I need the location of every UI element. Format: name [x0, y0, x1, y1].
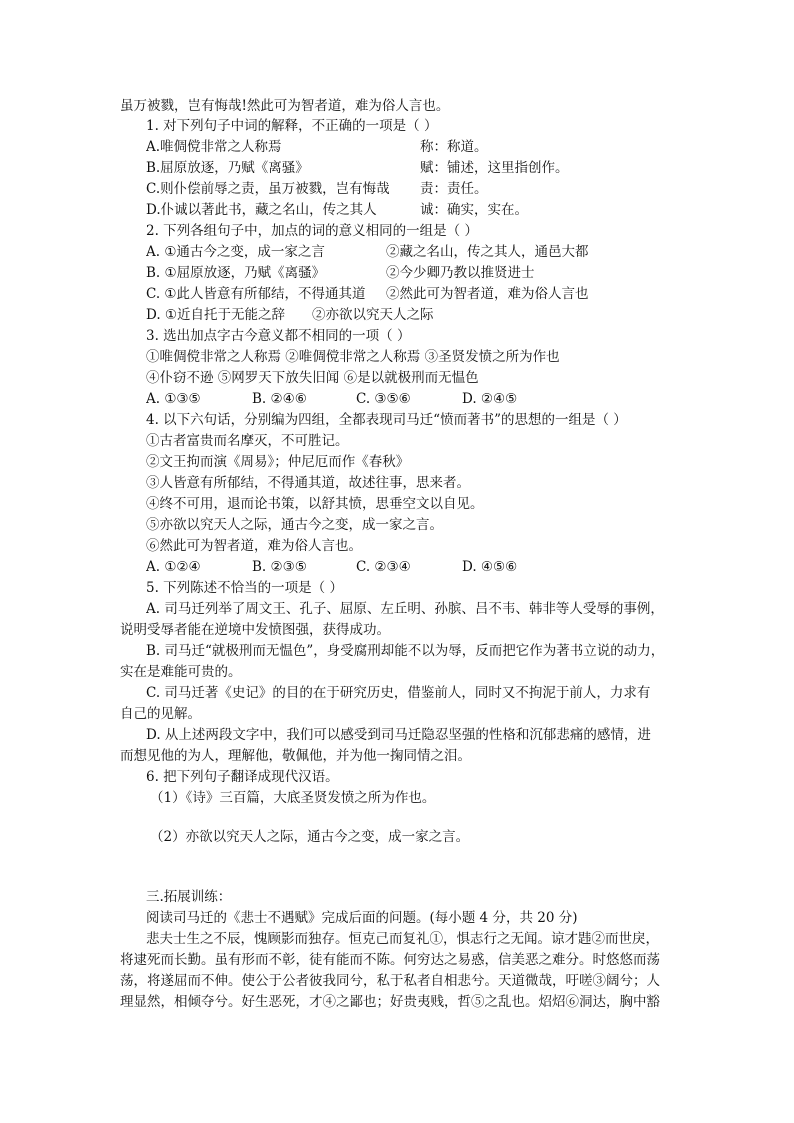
q3-choice-b: B. ②④⑥ [252, 391, 307, 407]
passage-line-2: 将逮死而长勤。虽有形而不彰，徒有能而不陈。何穷达之易惑，信美恶之难分。时悠悠而荡 [120, 952, 660, 968]
q3-stem: 3. 选出加点字古今意义都不相同的一项（ ） [146, 328, 411, 344]
q3-items-row2: ④仆窃不逊 ⑤网罗天下放失旧闻 ⑥是以就极刑而无愠色 [146, 370, 479, 386]
intro-tail: 虽万被戮，岂有悔哉!然此可为智者道，难为俗人言也。 [120, 98, 450, 114]
q6-stem: 6. 把下列句子翻译成现代汉语。 [146, 769, 339, 785]
passage-line-3: 荡，将遂屈而不伸。使公于公者彼我同兮，私于私者自相悲兮。天道微哉，吁嗟③阔兮；人 [120, 973, 660, 989]
q2-option-b-part2: ②今少卿乃教以推贤进士 [386, 265, 535, 281]
q5-option-c-line1: C. 司马迁著《史记》的目的在于研究历史，借鉴前人，同时又不拘泥于前人，力求有 [146, 685, 651, 701]
q1-option-b: B.屈原放逐，乃赋《离骚》 [146, 160, 309, 176]
q5-option-a-line2: 说明受辱者能在逆境中发愤图强，获得成功。 [120, 622, 390, 638]
q4-choice-b: B. ②③⑤ [252, 559, 307, 575]
q1-option-a: A.唯倜傥非常之人称焉 [146, 139, 282, 155]
q5-option-d-line1: D. 从上述两段文字中，我们可以感受到司马迁隐忍坚强的性格和沉郁悲痛的感情，进 [146, 727, 651, 743]
q4-choice-d: D. ④⑤⑥ [462, 559, 518, 575]
q1-gloss-a: 称：称道。 [420, 139, 488, 155]
q4-item-2: ②文王拘而演《周易》；仲尼厄而作《春秋》 [146, 454, 410, 470]
section3-heading: 三.拓展训练： [146, 889, 232, 905]
q4-choice-a: A. ①②④ [146, 559, 201, 575]
q3-choice-a: A. ①③⑤ [146, 391, 201, 407]
q1-gloss-b: 赋：铺述，这里指创作。 [420, 160, 569, 176]
q5-option-c-line2: 自己的见解。 [120, 706, 201, 722]
passage-line-1: 悲夫士生之不辰，愧顾影而独存。恒克己而复礼①，惧志行之无闻。谅才韪②而世戾， [146, 931, 659, 947]
q1-option-d: D.仆诚以著此书，藏之名山，传之其人 [146, 202, 377, 218]
q2-option-a-part2: ②藏之名山，传之其人，通邑大都 [386, 244, 589, 260]
section3-instruction: 阅读司马迁的《悲士不遇赋》完成后面的问题。(每小题 4 分，共 20 分) [146, 910, 578, 926]
q4-item-4: ④终不可用，退而论书策，以舒其愤，思垂空文以自见。 [146, 496, 484, 512]
q5-option-a-line1: A. 司马迁列举了周文王、孔子、屈原、左丘明、孙膑、吕不韦、韩非等人受辱的事例， [146, 601, 664, 617]
q4-stem: 4. 以下六句话，分别编为四组，全都表现司马迁“愤而著书”的思想的一组是（ ） [146, 412, 627, 428]
q1-gloss-d: 诚：确实，实在。 [420, 202, 528, 218]
q4-item-6: ⑥然此可为智者道，难为俗人言也。 [146, 538, 362, 554]
q2-option-d-part1: D. ①近自托于无能之辞 [146, 307, 286, 323]
q2-option-c-part1: C. ①此人皆意有所郁结，不得通其道 [146, 286, 366, 302]
q4-item-5: ⑤亦欲以究天人之际，通古今之变，成一家之言。 [146, 517, 443, 533]
q5-option-d-line2: 而想见他的为人，理解他，敬佩他，并为他一掬同情之泪。 [120, 748, 471, 764]
q5-stem: 5. 下列陈述不恰当的一项是（ ） [146, 580, 343, 596]
q6-item-2: （2）亦欲以究天人之际，通古今之变，成一家之言。 [150, 829, 470, 845]
q3-choice-d: D. ②④⑤ [462, 391, 518, 407]
q1-gloss-c: 责：责任。 [420, 181, 488, 197]
q4-item-1: ①古者富贵而名摩灭，不可胜记。 [146, 433, 349, 449]
q1-option-c: C.则仆偿前辱之责，虽万被戮，岂有悔哉 [146, 181, 390, 197]
q6-item-1: （1）《诗》三百篇，大底圣贤发愤之所为作也。 [150, 790, 436, 806]
q2-option-c-part2: ②然此可为智者道，难为俗人言也 [386, 286, 589, 302]
q1-stem: 1. 对下列句子中词的解释，不正确的一项是（ ） [146, 118, 438, 134]
q2-option-a-part1: A. ①通古今之变，成一家之言 [146, 244, 325, 260]
q4-item-3: ③人皆意有所郁结，不得通其道，故述往事，思来者。 [146, 475, 470, 491]
q2-option-b-part1: B. ①屈原放逐，乃赋《离骚》 [146, 265, 326, 281]
q3-choice-c: C. ③⑤⑥ [356, 391, 411, 407]
q3-items-row1: ①唯倜傥非常之人称焉 ②唯倜傥非常之人称焉 ③圣贤发愤之所为作也 [146, 349, 560, 365]
q5-option-b-line2: 实在是难能可贵的。 [120, 664, 242, 680]
q4-choice-c: C. ②③④ [356, 559, 411, 575]
q2-stem: 2. 下列各组句子中，加点的词的意义相同的一组是（ ） [146, 223, 478, 239]
q5-option-b-line1: B. 司马迁“就极刑而无愠色”，身受腐刑却能不以为辱，反而把它作为著书立说的动力， [146, 643, 665, 659]
passage-line-4: 理显然，相倾夺兮。好生恶死，才④之鄙也；好贵夷贱，哲⑤之乱也。炤炤⑥洞达，胸中豁 [120, 994, 660, 1010]
q2-option-d-part2: ②亦欲以究天人之际 [312, 307, 434, 323]
